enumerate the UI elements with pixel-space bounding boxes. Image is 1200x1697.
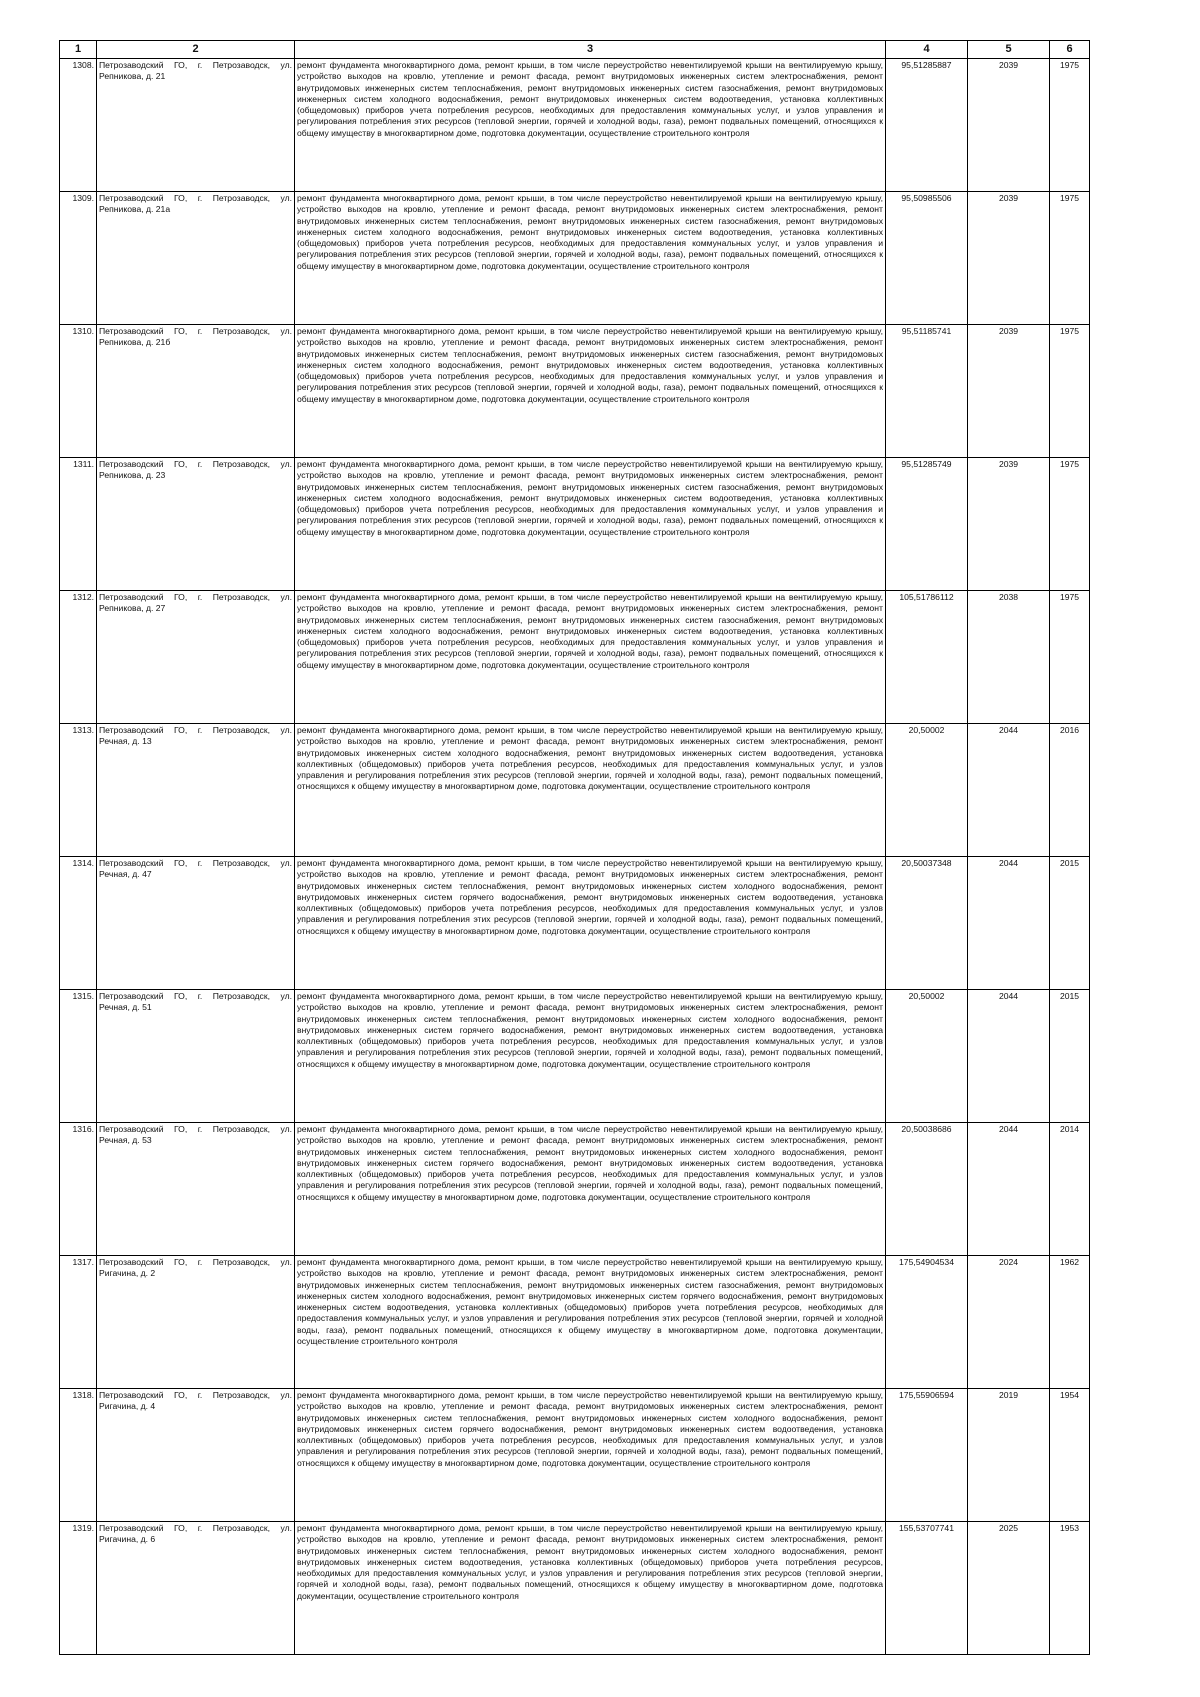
- plan-year-cell: 2024: [968, 1256, 1050, 1389]
- works-cell: ремонт фундамента многоквартирного дома, ремонт крыши, в том числе переустройство невентилируемой крыши на вентилируемую крышу, устройство выходов на кровлю, утепление и ремонт фасада, ремонт внутридомовых инженерных систем электроснабжения, ремонт внутридомовых инженерных систем теплоснабжения, ремонт внутридомовых инженерных систем газоснабжения, ремонт внутридомовых инженерных систем холодного водоснабжения, ремонт внутридомовых инженерных систем водоотведения, установка коллективных (общедомовых) приборов учета потребления ресурсов, необходимых для предоставления коммунальных услуг, и узлов управления и регулирования потребления этих ресурсов (тепловой энергии, горячей и холодной воды, газа), ремонт подвальных помещений, относящихся к общему имуществу в многоквартирном доме, подготовка документации, осуществление строительного контроля: [295, 458, 886, 591]
- table-row: [60, 458, 1090, 591]
- address-cell: Петрозаводский ГО, г. Петрозаводск, ул. Репникова, д. 21а: [97, 192, 295, 325]
- row-number: 1315.: [60, 990, 97, 1123]
- works-cell: ремонт фундамента многоквартирного дома, ремонт крыши, в том числе переустройство невентилируемой крыши на вентилируемую крышу, устройство выходов на кровлю, утепление и ремонт фасада, ремонт внутридомовых инженерных систем электроснабжения, ремонт внутридомовых инженерных систем теплоснабжения, ремонт внутридомовых инженерных систем холодного водоснабжения, ремонт внутридомовых инженерных систем горячего водоснабжения, ремонт внутридомовых инженерных систем водоотведения, установка коллективных (общедомовых) приборов учета потребления ресурсов, необходимых для предоставления коммунальных услуг, и узлов управления и регулирования потребления этих ресурсов (тепловой энергии, горячей и холодной воды, газа), ремонт подвальных помещений, относящихся к общему имуществу в многоквартирном доме, подготовка документации, осуществление строительного контроля: [295, 857, 886, 990]
- table-row: [60, 59, 1090, 192]
- value-cell: 20,50002: [886, 990, 968, 1123]
- address-cell: Петрозаводский ГО, г. Петрозаводск, ул. Речная, д. 53: [97, 1123, 295, 1256]
- row-number: 1314.: [60, 857, 97, 990]
- plan-year-cell: 2044: [968, 1123, 1050, 1256]
- works-cell: ремонт фундамента многоквартирного дома, ремонт крыши, в том числе переустройство невентилируемой крыши на вентилируемую крышу, устройство выходов на кровлю, утепление и ремонт фасада, ремонт внутридомовых инженерных систем электроснабжения, ремонт внутридомовых инженерных систем холодного водоснабжения, ремонт внутридомовых инженерных систем водоотведения, установка коллективных (общедомовых) приборов учета потребления ресурсов, необходимых для предоставления коммунальных услуг, и узлов управления и регулирования потребления этих ресурсов (тепловой энергии, горячей и холодной воды, газа), ремонт подвальных помещений, относящихся к общему имуществу в многоквартирном доме, подготовка документации, осуществление строительного контроля: [295, 724, 886, 857]
- value-cell: 105,51786112: [886, 591, 968, 724]
- header-row: [60, 41, 1090, 59]
- table-row: [60, 724, 1090, 857]
- works-cell: ремонт фундамента многоквартирного дома, ремонт крыши, в том числе переустройство невентилируемой крыши на вентилируемую крышу, устройство выходов на кровлю, утепление и ремонт фасада, ремонт внутридомовых инженерных систем электроснабжения, ремонт внутридомовых инженерных систем теплоснабжения, ремонт внутридомовых инженерных систем газоснабжения, ремонт внутридомовых инженерных систем холодного водоснабжения, ремонт внутридомовых инженерных систем водоотведения, установка коллективных (общедомовых) приборов учета потребления ресурсов, необходимых для предоставления коммунальных услуг, и узлов управления и регулирования потребления этих ресурсов (тепловой энергии, горячей и холодной воды, газа), ремонт подвальных помещений, относящихся к общему имуществу в многоквартирном доме, подготовка документации, осуществление строительного контроля: [295, 325, 886, 458]
- built-year-cell: 1975: [1050, 458, 1090, 591]
- table-row: [60, 1256, 1090, 1389]
- address-cell: Петрозаводский ГО, г. Петрозаводск, ул. Ригачина, д. 6: [97, 1522, 295, 1655]
- address-cell: Петрозаводский ГО, г. Петрозаводск, ул. Речная, д. 47: [97, 857, 295, 990]
- address-cell: Петрозаводский ГО, г. Петрозаводск, ул. Ригачина, д. 2: [97, 1256, 295, 1389]
- row-number: 1313.: [60, 724, 97, 857]
- header-col-5: 5: [968, 41, 1050, 59]
- works-cell: ремонт фундамента многоквартирного дома, ремонт крыши, в том числе переустройство невентилируемой крыши на вентилируемую крышу, устройство выходов на кровлю, утепление и ремонт фасада, ремонт внутридомовых инженерных систем электроснабжения, ремонт внутридомовых инженерных систем теплоснабжения, ремонт внутридомовых инженерных систем газоснабжения, ремонт внутридомовых инженерных систем холодного водоснабжения, ремонт внутридомовых инженерных систем горячего водоснабжения, ремонт внутридомовых инженерных систем водоотведения, установка коллективных (общедомовых) приборов учета потребления ресурсов, необходимых для предоставления коммунальных услуг, и узлов управления и регулирования потребления этих ресурсов (тепловой энергии, горячей и холодной воды, газа), ремонт подвальных помещений, относящихся к общему имуществу в многоквартирном доме, подготовка документации, осуществление строительного контроля: [295, 1256, 886, 1389]
- table-row: [60, 192, 1090, 325]
- value-cell: 95,50985506: [886, 192, 968, 325]
- plan-year-cell: 2039: [968, 458, 1050, 591]
- row-number: 1312.: [60, 591, 97, 724]
- plan-year-cell: 2039: [968, 192, 1050, 325]
- built-year-cell: 1953: [1050, 1522, 1090, 1655]
- row-number: 1319.: [60, 1522, 97, 1655]
- built-year-cell: 1954: [1050, 1389, 1090, 1522]
- built-year-cell: 1962: [1050, 1256, 1090, 1389]
- row-number: 1310.: [60, 325, 97, 458]
- value-cell: 20,50002: [886, 724, 968, 857]
- header-col-4: 4: [886, 41, 968, 59]
- table-row: [60, 1123, 1090, 1256]
- built-year-cell: 1975: [1050, 59, 1090, 192]
- plan-year-cell: 2039: [968, 59, 1050, 192]
- value-cell: 175,54904534: [886, 1256, 968, 1389]
- address-cell: Петрозаводский ГО, г. Петрозаводск, ул. Ригачина, д. 4: [97, 1389, 295, 1522]
- built-year-cell: 1975: [1050, 325, 1090, 458]
- header-col-3: 3: [295, 41, 886, 59]
- plan-year-cell: 2044: [968, 857, 1050, 990]
- plan-year-cell: 2019: [968, 1389, 1050, 1522]
- value-cell: 20,50037348: [886, 857, 968, 990]
- registry-table: [59, 40, 1090, 1655]
- works-cell: ремонт фундамента многоквартирного дома, ремонт крыши, в том числе переустройство невентилируемой крыши на вентилируемую крышу, устройство выходов на кровлю, утепление и ремонт фасада, ремонт внутридомовых инженерных систем электроснабжения, ремонт внутридомовых инженерных систем теплоснабжения, ремонт внутридомовых инженерных систем газоснабжения, ремонт внутридомовых инженерных систем холодного водоснабжения, ремонт внутридомовых инженерных систем водоотведения, установка коллективных (общедомовых) приборов учета потребления ресурсов, необходимых для предоставления коммунальных услуг, и узлов управления и регулирования потребления этих ресурсов (тепловой энергии, горячей и холодной воды, газа), ремонт подвальных помещений, относящихся к общему имуществу в многоквартирном доме, подготовка документации, осуществление строительного контроля: [295, 192, 886, 325]
- row-number: 1308.: [60, 59, 97, 192]
- row-number: 1317.: [60, 1256, 97, 1389]
- row-number: 1318.: [60, 1389, 97, 1522]
- row-number: 1311.: [60, 458, 97, 591]
- row-number: 1309.: [60, 192, 97, 325]
- built-year-cell: 2016: [1050, 724, 1090, 857]
- table-row: [60, 591, 1090, 724]
- value-cell: 175,55906594: [886, 1389, 968, 1522]
- plan-year-cell: 2044: [968, 990, 1050, 1123]
- table-row: [60, 325, 1090, 458]
- table-row: [60, 1389, 1090, 1522]
- works-cell: ремонт фундамента многоквартирного дома, ремонт крыши, в том числе переустройство невентилируемой крыши на вентилируемую крышу, устройство выходов на кровлю, утепление и ремонт фасада, ремонт внутридомовых инженерных систем электроснабжения, ремонт внутридомовых инженерных систем теплоснабжения, ремонт внутридомовых инженерных систем холодного водоснабжения, ремонт внутридомовых инженерных систем водоотведения, установка коллективных (общедомовых) приборов учета потребления ресурсов, необходимых для предоставления коммунальных услуг, и узлов управления и регулирования потребления этих ресурсов (тепловой энергии, горячей и холодной воды, газа), ремонт подвальных помещений, относящихся к общему имуществу в многоквартирном доме, подготовка документации, осуществление строительного контроля: [295, 1522, 886, 1655]
- works-cell: ремонт фундамента многоквартирного дома, ремонт крыши, в том числе переустройство невентилируемой крыши на вентилируемую крышу, устройство выходов на кровлю, утепление и ремонт фасада, ремонт внутридомовых инженерных систем электроснабжения, ремонт внутридомовых инженерных систем теплоснабжения, ремонт внутридомовых инженерных систем газоснабжения, ремонт внутридомовых инженерных систем холодного водоснабжения, ремонт внутридомовых инженерных систем водоотведения, установка коллективных (общедомовых) приборов учета потребления ресурсов, необходимых для предоставления коммунальных услуг, и узлов управления и регулирования потребления этих ресурсов (тепловой энергии, горячей и холодной воды, газа), ремонт подвальных помещений, относящихся к общему имуществу в многоквартирном доме, подготовка документации, осуществление строительного контроля: [295, 591, 886, 724]
- plan-year-cell: 2038: [968, 591, 1050, 724]
- plan-year-cell: 2044: [968, 724, 1050, 857]
- address-cell: Петрозаводский ГО, г. Петрозаводск, ул. Речная, д. 51: [97, 990, 295, 1123]
- table-row: [60, 857, 1090, 990]
- plan-year-cell: 2025: [968, 1522, 1050, 1655]
- header-col-1: 1: [60, 41, 97, 59]
- built-year-cell: 2015: [1050, 857, 1090, 990]
- built-year-cell: 1975: [1050, 192, 1090, 325]
- value-cell: 95,51285887: [886, 59, 968, 192]
- value-cell: 95,51285749: [886, 458, 968, 591]
- table-row: [60, 1522, 1090, 1655]
- header-col-2: 2: [97, 41, 295, 59]
- address-cell: Петрозаводский ГО, г. Петрозаводск, ул. Репникова, д. 21: [97, 59, 295, 192]
- works-cell: ремонт фундамента многоквартирного дома, ремонт крыши, в том числе переустройство невентилируемой крыши на вентилируемую крышу, устройство выходов на кровлю, утепление и ремонт фасада, ремонт внутридомовых инженерных систем электроснабжения, ремонт внутридомовых инженерных систем теплоснабжения, ремонт внутридомовых инженерных систем холодного водоснабжения, ремонт внутридомовых инженерных систем горячего водоснабжения, ремонт внутридомовых инженерных систем водоотведения, установка коллективных (общедомовых) приборов учета потребления ресурсов, необходимых для предоставления коммунальных услуг, и узлов управления и регулирования потребления этих ресурсов (тепловой энергии, горячей и холодной воды, газа), ремонт подвальных помещений, относящихся к общему имуществу в многоквартирном доме, подготовка документации, осуществление строительного контроля: [295, 990, 886, 1123]
- address-cell: Петрозаводский ГО, г. Петрозаводск, ул. Репникова, д. 27: [97, 591, 295, 724]
- built-year-cell: 2015: [1050, 990, 1090, 1123]
- built-year-cell: 1975: [1050, 591, 1090, 724]
- plan-year-cell: 2039: [968, 325, 1050, 458]
- value-cell: 20,50038686: [886, 1123, 968, 1256]
- address-cell: Петрозаводский ГО, г. Петрозаводск, ул. Репникова, д. 21б: [97, 325, 295, 458]
- value-cell: 155,53707741: [886, 1522, 968, 1655]
- built-year-cell: 2014: [1050, 1123, 1090, 1256]
- row-number: 1316.: [60, 1123, 97, 1256]
- works-cell: ремонт фундамента многоквартирного дома, ремонт крыши, в том числе переустройство невентилируемой крыши на вентилируемую крышу, устройство выходов на кровлю, утепление и ремонт фасада, ремонт внутридомовых инженерных систем электроснабжения, ремонт внутридомовых инженерных систем теплоснабжения, ремонт внутридомовых инженерных систем холодного водоснабжения, ремонт внутридомовых инженерных систем горячего водоснабжения, ремонт внутридомовых инженерных систем водоотведения, установка коллективных (общедомовых) приборов учета потребления ресурсов, необходимых для предоставления коммунальных услуг, и узлов управления и регулирования потребления этих ресурсов (тепловой энергии, горячей и холодной воды, газа), ремонт подвальных помещений, относящихся к общему имуществу в многоквартирном доме, подготовка документации, осуществление строительного контроля: [295, 1389, 886, 1522]
- table-row: [60, 990, 1090, 1123]
- header-col-6: 6: [1050, 41, 1090, 59]
- address-cell: Петрозаводский ГО, г. Петрозаводск, ул. Речная, д. 13: [97, 724, 295, 857]
- address-cell: Петрозаводский ГО, г. Петрозаводск, ул. Репникова, д. 23: [97, 458, 295, 591]
- value-cell: 95,51185741: [886, 325, 968, 458]
- works-cell: ремонт фундамента многоквартирного дома, ремонт крыши, в том числе переустройство невентилируемой крыши на вентилируемую крышу, устройство выходов на кровлю, утепление и ремонт фасада, ремонт внутридомовых инженерных систем электроснабжения, ремонт внутридомовых инженерных систем теплоснабжения, ремонт внутридомовых инженерных систем холодного водоснабжения, ремонт внутридомовых инженерных систем горячего водоснабжения, ремонт внутридомовых инженерных систем водоотведения, установка коллективных (общедомовых) приборов учета потребления ресурсов, необходимых для предоставления коммунальных услуг, и узлов управления и регулирования потребления этих ресурсов (тепловой энергии, горячей и холодной воды, газа), ремонт подвальных помещений, относящихся к общему имуществу в многоквартирном доме, подготовка документации, осуществление строительного контроля: [295, 1123, 886, 1256]
- works-cell: ремонт фундамента многоквартирного дома, ремонт крыши, в том числе переустройство невентилируемой крыши на вентилируемую крышу, устройство выходов на кровлю, утепление и ремонт фасада, ремонт внутридомовых инженерных систем электроснабжения, ремонт внутридомовых инженерных систем теплоснабжения, ремонт внутридомовых инженерных систем газоснабжения, ремонт внутридомовых инженерных систем холодного водоснабжения, ремонт внутридомовых инженерных систем водоотведения, установка коллективных (общедомовых) приборов учета потребления ресурсов, необходимых для предоставления коммунальных услуг, и узлов управления и регулирования потребления этих ресурсов (тепловой энергии, горячей и холодной воды, газа), ремонт подвальных помещений, относящихся к общему имуществу в многоквартирном доме, подготовка документации, осуществление строительного контроля: [295, 59, 886, 192]
